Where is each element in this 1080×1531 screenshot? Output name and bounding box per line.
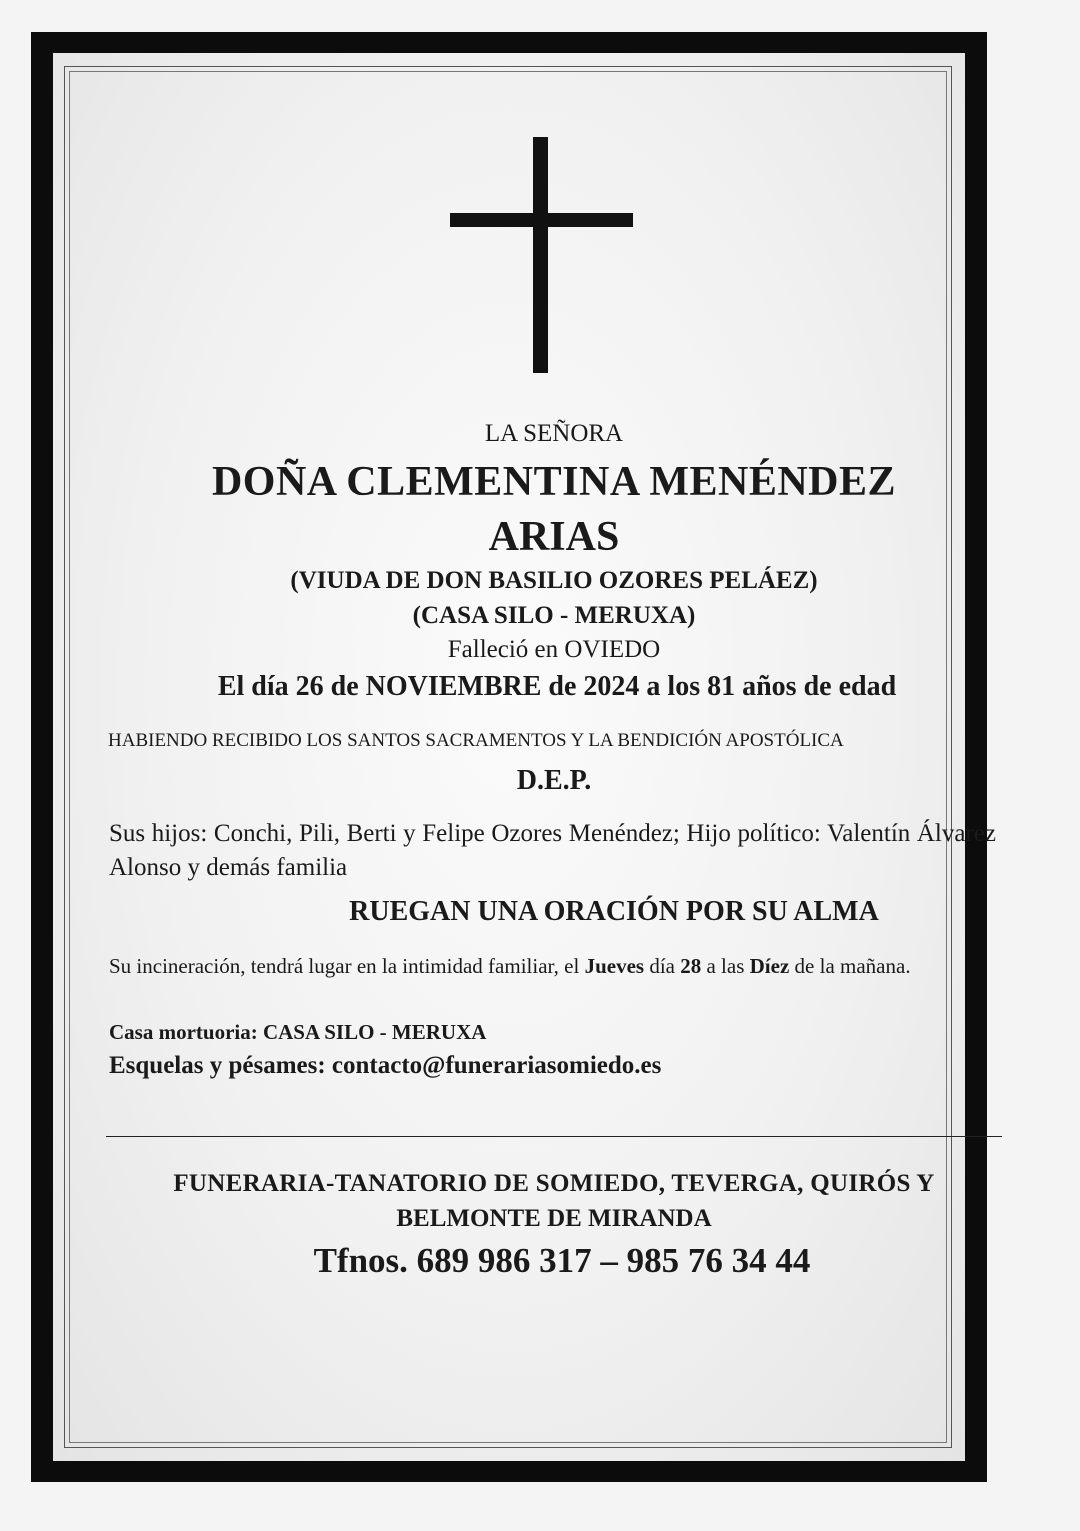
cremation-hour: Díez bbox=[749, 954, 790, 978]
widow-of: (VIUDA DE DON BASILIO OZORES PELÁEZ) bbox=[290, 567, 818, 594]
cremation-day-name: Jueves bbox=[584, 954, 645, 978]
cremation-text-4: de la mañana. bbox=[789, 954, 911, 978]
cremation-text-3: a las bbox=[701, 954, 750, 978]
funeral-home-line2: BELMONTE DE MIRANDA bbox=[396, 1205, 712, 1232]
condolences-contact: Esquelas y pésames: contacto@funerariasomiedo.es bbox=[109, 1052, 662, 1079]
house-name: (CASA SILO - MERUXA) bbox=[412, 602, 696, 629]
deceased-name-line2: ARIAS bbox=[488, 514, 620, 560]
family-paragraph: Sus hijos: Conchi, Pili, Berti y Felipe Ozores Menéndez; Hijo político: Valentín Álvarez Alonso y demás familia bbox=[109, 820, 996, 881]
funeral-home-line1: FUNERARIA-TANATORIO DE SOMIEDO, TEVERGA, QUIRÓS Y bbox=[173, 1170, 935, 1197]
cross-horizontal-bar bbox=[450, 213, 633, 227]
cremation-text-2: día bbox=[644, 954, 681, 978]
cremation-paragraph bbox=[109, 951, 999, 982]
inner-rule-frame bbox=[69, 71, 947, 1443]
mortuary-house: Casa mortuoria: CASA SILO - MERUXA bbox=[109, 1020, 487, 1044]
cross-vertical-bar bbox=[533, 137, 548, 373]
prayer-request: RUEGAN UNA ORACIÓN POR SU ALMA bbox=[349, 896, 879, 927]
honorific: LA SEÑORA bbox=[484, 420, 624, 447]
footer-divider bbox=[106, 1136, 1002, 1137]
cremation-text-1: Su incineración, tendrá lugar en la intimidad familiar, el bbox=[109, 954, 585, 978]
dep: D.E.P. bbox=[516, 765, 592, 796]
sacraments-line: HABIENDO RECIBIDO LOS SANTOS SACRAMENTOS Y LA BENDICIÓN APOSTÓLICA bbox=[108, 730, 844, 751]
place-of-death: Falleció en OVIEDO bbox=[447, 636, 661, 663]
deceased-name-line1: DOÑA CLEMENTINA MENÉNDEZ bbox=[211, 459, 897, 505]
phone-numbers: Tfnos. 689 986 317 – 985 76 34 44 bbox=[313, 1241, 811, 1280]
cremation-day-number: 28 bbox=[680, 954, 702, 978]
date-of-death: El día 26 de NOVIEMBRE de 2024 a los 81 años de edad bbox=[217, 671, 897, 702]
